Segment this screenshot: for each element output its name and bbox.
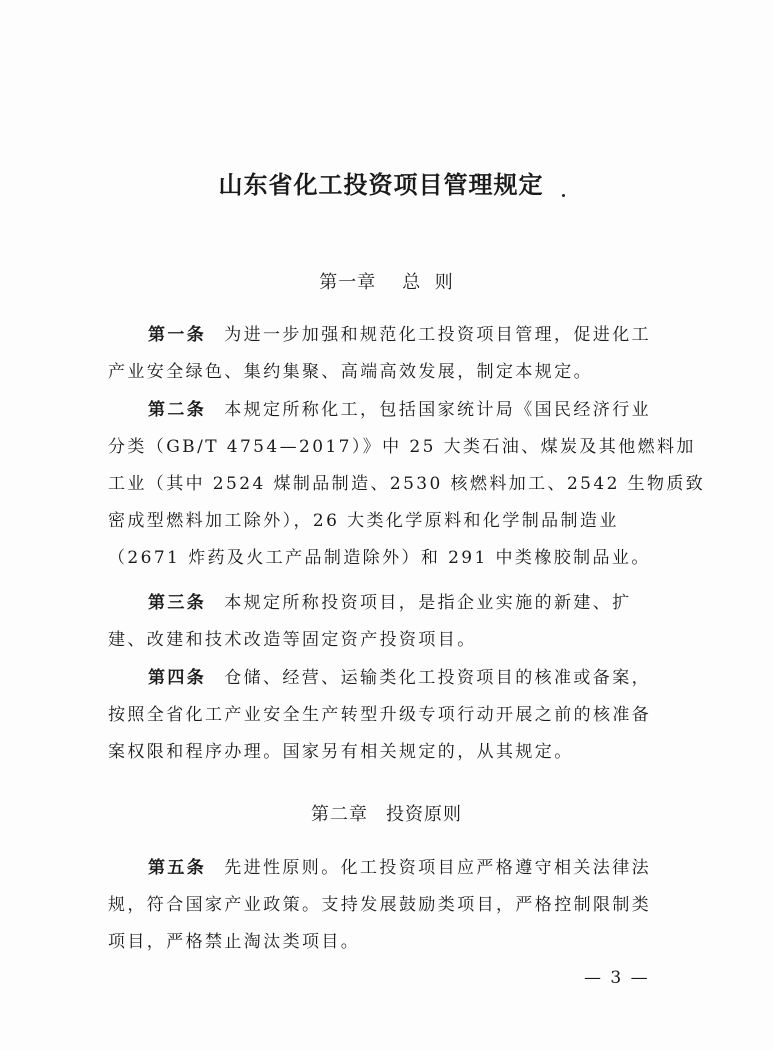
document-title	[0, 165, 773, 200]
document-title-text: 山东省化工投资项目管理规定	[218, 170, 544, 199]
article-1	[108, 317, 678, 391]
article-line	[108, 660, 678, 697]
article-4	[108, 660, 678, 771]
article-text: 仓储、经营、运输类化工投资项目的核准或备案，	[224, 668, 652, 688]
article-2-head: 第二条	[148, 400, 207, 420]
article-line: 建、改建和技术改造等固定资产投资项目。	[108, 630, 477, 650]
article-line: 产业安全绿色、集约集聚、高端高效发展，制定本规定。	[108, 362, 593, 382]
title-dot-mark	[562, 194, 565, 197]
article-5	[108, 850, 678, 961]
article-line	[108, 317, 678, 354]
article-3	[108, 585, 678, 659]
article-line: 项目，严格禁止淘汰类项目。	[108, 932, 361, 952]
article-2	[108, 392, 706, 577]
article-line: 按照全省化工产业安全生产转型升级专项行动开展之前的核准备	[108, 705, 652, 725]
article-text: 先进性原则。化工投资项目应严格遵守相关法律法	[224, 858, 652, 878]
article-5-head: 第五条	[148, 858, 207, 878]
article-line: （2671 炸药及火工产品制造除外）和 291 中类橡胶制品业。	[108, 548, 651, 568]
article-line: 工业（其中 2524 煤制品制造、2530 核燃料加工、2542 生物质致	[108, 474, 706, 494]
article-1-head: 第一条	[148, 325, 207, 345]
article-line: 规，符合国家产业政策。支持发展鼓励类项目，严格控制限制类	[108, 895, 652, 915]
chapter-heading-2	[0, 800, 773, 826]
article-line	[108, 850, 678, 887]
article-line: 分类（GB/T 4754—2017）》中 25 大类石油、煤炭及其他燃料加	[108, 437, 696, 457]
article-4-head: 第四条	[148, 668, 207, 688]
chapter-2-name: 投资原则	[386, 804, 462, 825]
article-line	[108, 392, 678, 429]
chapter-heading-1	[0, 268, 773, 294]
article-line	[108, 585, 678, 622]
chapter-1-name: 总 则	[402, 272, 454, 293]
page-number: — 3 —	[584, 968, 650, 988]
article-line: 案权限和程序办理。国家另有相关规定的，从其规定。	[108, 742, 574, 762]
chapter-1-label: 第一章	[319, 272, 377, 293]
article-3-head: 第三条	[148, 593, 207, 613]
article-line: 密成型燃料加工除外），26 大类化学原料和化学制品制造业	[108, 511, 619, 531]
article-text: 本规定所称投资项目，是指企业实施的新建、扩	[224, 593, 632, 613]
article-text: 为进一步加强和规范化工投资项目管理，促进化工	[224, 325, 652, 345]
article-text: 本规定所称化工，包括国家统计局《国民经济行业	[224, 400, 652, 420]
chapter-2-label: 第二章	[311, 804, 368, 825]
